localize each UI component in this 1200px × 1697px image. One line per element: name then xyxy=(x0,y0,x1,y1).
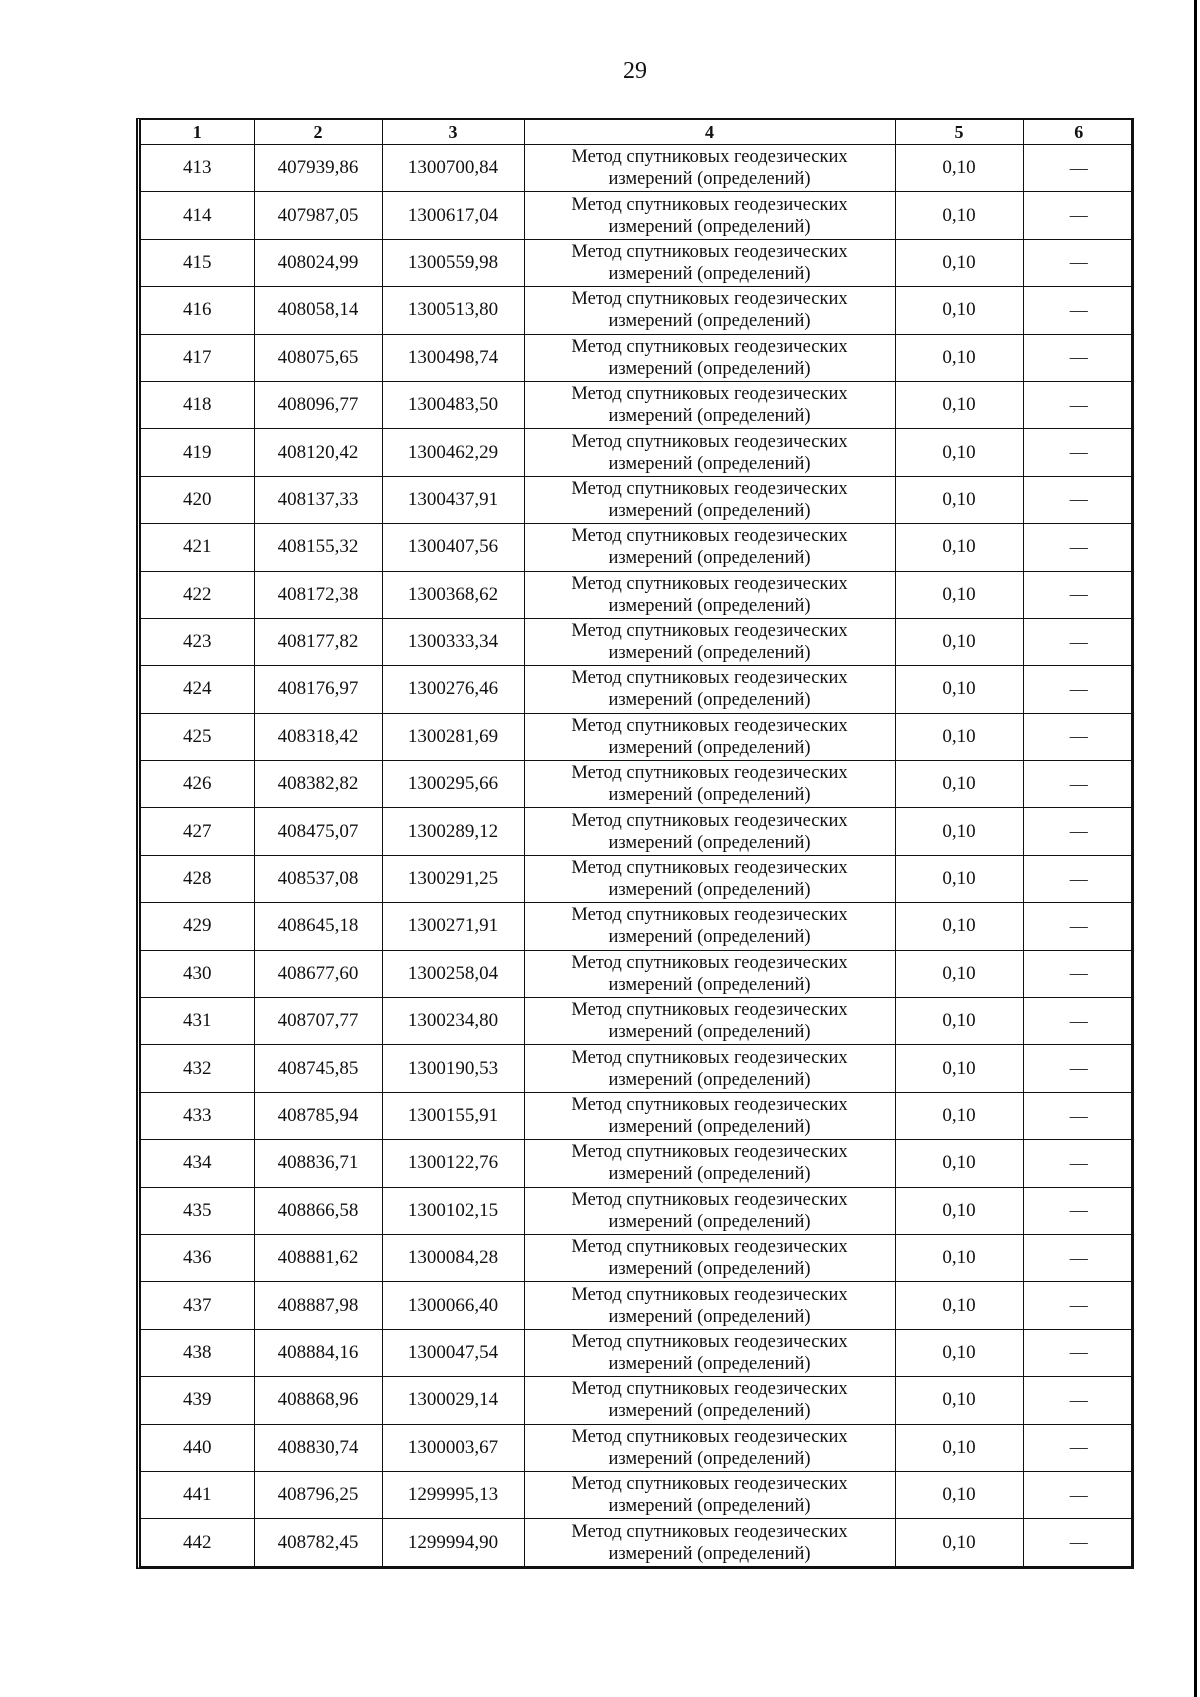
method-description xyxy=(524,1377,895,1424)
coordinate-y: 1300333,34 xyxy=(382,618,524,665)
accuracy-value: 0,10 xyxy=(895,145,1023,192)
accuracy-value: 0,10 xyxy=(895,1471,1023,1518)
point-number: 413 xyxy=(141,145,254,192)
accuracy-value: 0,10 xyxy=(895,666,1023,713)
coordinate-y: 1300066,40 xyxy=(382,1282,524,1329)
coordinate-y: 1300271,91 xyxy=(382,903,524,950)
header-col-6: 6 xyxy=(1023,120,1134,145)
method-line-1: Метод спутниковых геодезических xyxy=(571,194,848,215)
method-line-1: Метод спутниковых геодезических xyxy=(571,1237,848,1258)
note-dash: — xyxy=(1023,808,1134,855)
table-row xyxy=(141,1140,1134,1187)
method-line-1: Метод спутниковых геодезических xyxy=(571,1331,848,1352)
accuracy-value: 0,10 xyxy=(895,998,1023,1045)
table-row xyxy=(141,618,1134,665)
point-number: 435 xyxy=(141,1187,254,1234)
accuracy-value: 0,10 xyxy=(895,192,1023,239)
coordinate-y: 1300483,50 xyxy=(382,381,524,428)
note-dash: — xyxy=(1023,334,1134,381)
accuracy-value: 0,10 xyxy=(895,950,1023,997)
point-number: 424 xyxy=(141,666,254,713)
header-col-1: 1 xyxy=(141,120,254,145)
coordinate-y: 1300276,46 xyxy=(382,666,524,713)
method-line-2: измерений (определений) xyxy=(608,216,811,237)
method-line-2: измерений (определений) xyxy=(608,453,811,474)
accuracy-value: 0,10 xyxy=(895,381,1023,428)
method-line-1: Метод спутниковых геодезических xyxy=(571,289,848,310)
coordinate-x: 408887,98 xyxy=(254,1282,382,1329)
accuracy-value: 0,10 xyxy=(895,287,1023,334)
accuracy-value: 0,10 xyxy=(895,429,1023,476)
method-description xyxy=(524,808,895,855)
header-col-2: 2 xyxy=(254,120,382,145)
method-description xyxy=(524,713,895,760)
table-row xyxy=(141,1424,1134,1471)
coordinate-x: 408155,32 xyxy=(254,524,382,571)
note-dash: — xyxy=(1023,855,1134,902)
table-row xyxy=(141,192,1134,239)
note-dash: — xyxy=(1023,1045,1134,1092)
method-description xyxy=(524,571,895,618)
coordinate-y: 1300295,66 xyxy=(382,761,524,808)
point-number: 433 xyxy=(141,1092,254,1139)
coordinate-y: 1300289,12 xyxy=(382,808,524,855)
point-number: 434 xyxy=(141,1140,254,1187)
method-description xyxy=(524,192,895,239)
point-number: 430 xyxy=(141,950,254,997)
note-dash: — xyxy=(1023,476,1134,523)
page-number: 29 xyxy=(623,58,647,84)
point-number: 439 xyxy=(141,1377,254,1424)
method-line-2: измерений (определений) xyxy=(608,311,811,332)
method-description xyxy=(524,429,895,476)
method-description xyxy=(524,761,895,808)
coordinate-x: 408475,07 xyxy=(254,808,382,855)
table-row xyxy=(141,476,1134,523)
method-description xyxy=(524,950,895,997)
note-dash: — xyxy=(1023,1140,1134,1187)
coordinate-x: 407987,05 xyxy=(254,192,382,239)
note-dash: — xyxy=(1023,950,1134,997)
method-description xyxy=(524,145,895,192)
coordinate-y: 1300291,25 xyxy=(382,855,524,902)
method-description xyxy=(524,239,895,286)
method-line-1: Метод спутниковых геодезических xyxy=(571,1000,848,1021)
table-row xyxy=(141,1329,1134,1376)
note-dash: — xyxy=(1023,903,1134,950)
method-line-2: измерений (определений) xyxy=(608,785,811,806)
method-description xyxy=(524,1140,895,1187)
accuracy-value: 0,10 xyxy=(895,761,1023,808)
coordinate-x: 408881,62 xyxy=(254,1234,382,1281)
coordinate-x: 408172,38 xyxy=(254,571,382,618)
method-line-2: измерений (определений) xyxy=(608,500,811,521)
method-line-2: измерений (определений) xyxy=(608,263,811,284)
table-row xyxy=(141,1377,1134,1424)
coordinate-y: 1300122,76 xyxy=(382,1140,524,1187)
accuracy-value: 0,10 xyxy=(895,1140,1023,1187)
method-line-2: измерений (определений) xyxy=(608,406,811,427)
coordinate-y: 1300559,98 xyxy=(382,239,524,286)
point-number: 414 xyxy=(141,192,254,239)
method-line-1: Метод спутниковых геодезических xyxy=(571,241,848,262)
table-row xyxy=(141,903,1134,950)
point-number: 437 xyxy=(141,1282,254,1329)
method-line-1: Метод спутниковых геодезических xyxy=(571,1047,848,1068)
method-line-2: измерений (определений) xyxy=(608,737,811,758)
table-row xyxy=(141,429,1134,476)
accuracy-value: 0,10 xyxy=(895,855,1023,902)
method-line-2: измерений (определений) xyxy=(608,595,811,616)
table-header xyxy=(141,120,1134,145)
point-number: 420 xyxy=(141,476,254,523)
table-row xyxy=(141,334,1134,381)
accuracy-value: 0,10 xyxy=(895,1234,1023,1281)
point-number: 438 xyxy=(141,1329,254,1376)
coordinate-y: 1300281,69 xyxy=(382,713,524,760)
method-line-1: Метод спутниковых геодезических xyxy=(571,952,848,973)
coordinate-y: 1299994,90 xyxy=(382,1519,524,1566)
coordinate-y: 1300234,80 xyxy=(382,998,524,1045)
coordinate-x: 408782,45 xyxy=(254,1519,382,1566)
method-line-1: Метод спутниковых геодезических xyxy=(571,905,848,926)
method-line-2: измерений (определений) xyxy=(608,1401,811,1422)
coordinate-y: 1300029,14 xyxy=(382,1377,524,1424)
coordinate-x: 408796,25 xyxy=(254,1471,382,1518)
accuracy-value: 0,10 xyxy=(895,239,1023,286)
method-line-1: Метод спутниковых геодезических xyxy=(571,573,848,594)
point-number: 436 xyxy=(141,1234,254,1281)
coordinate-x: 408137,33 xyxy=(254,476,382,523)
coordinate-x: 408677,60 xyxy=(254,950,382,997)
note-dash: — xyxy=(1023,1424,1134,1471)
point-number: 421 xyxy=(141,524,254,571)
note-dash: — xyxy=(1023,1187,1134,1234)
note-dash: — xyxy=(1023,429,1134,476)
note-dash: — xyxy=(1069,1532,1088,1553)
method-description xyxy=(524,618,895,665)
note-dash: — xyxy=(1023,192,1134,239)
coordinate-x: 408866,58 xyxy=(254,1187,382,1234)
note-dash: — xyxy=(1023,618,1134,665)
coordinate-y: 1300700,84 xyxy=(382,145,524,192)
method-line-2: измерений (определений) xyxy=(608,358,811,379)
method-description xyxy=(524,287,895,334)
note-dash: — xyxy=(1023,239,1134,286)
method-description xyxy=(524,1045,895,1092)
coordinate-y: 1300102,15 xyxy=(382,1187,524,1234)
table-row xyxy=(141,950,1134,997)
note-dash: — xyxy=(1023,1377,1134,1424)
note-dash: — xyxy=(1023,1234,1134,1281)
method-line-1: Метод спутниковых геодезических xyxy=(571,526,848,547)
point-number: 442 xyxy=(141,1519,254,1566)
method-line-2: измерений (определений) xyxy=(608,1353,811,1374)
point-number: 431 xyxy=(141,998,254,1045)
method-line-1: Метод спутниковых геодезических xyxy=(571,621,848,642)
header-col-4: 4 xyxy=(524,120,895,145)
header-col-5: 5 xyxy=(895,120,1023,145)
method-description xyxy=(524,855,895,902)
method-description xyxy=(524,524,895,571)
method-line-1: Метод спутниковых геодезических xyxy=(571,1095,848,1115)
table-row xyxy=(141,1234,1134,1281)
point-number: 418 xyxy=(141,381,254,428)
method-description xyxy=(524,903,895,950)
accuracy-value: 0,10 xyxy=(895,903,1023,950)
coordinate-y: 1299995,13 xyxy=(382,1471,524,1518)
coordinate-y: 1300047,54 xyxy=(382,1329,524,1376)
coordinate-x: 408868,96 xyxy=(254,1377,382,1424)
coordinate-x: 408096,77 xyxy=(254,381,382,428)
point-number: 428 xyxy=(141,855,254,902)
point-number: 429 xyxy=(141,903,254,950)
accuracy-value: 0,10 xyxy=(895,571,1023,618)
accuracy-value: 0,10 xyxy=(895,808,1023,855)
note-dash: — xyxy=(1023,998,1134,1045)
point-number: 417 xyxy=(141,334,254,381)
method-line-1: Метод спутниковых геодезических xyxy=(571,1426,848,1447)
method-line-2: измерений (определений) xyxy=(608,548,811,569)
note-dash: — xyxy=(1023,381,1134,428)
method-description xyxy=(524,476,895,523)
point-number: 416 xyxy=(141,287,254,334)
method-line-1: Метод спутниковых геодезических xyxy=(571,1142,848,1163)
coordinate-x: 408645,18 xyxy=(254,903,382,950)
coordinate-x: 408176,97 xyxy=(254,666,382,713)
point-number: 426 xyxy=(141,761,254,808)
method-line-1: Метод спутниковых геодезических xyxy=(571,431,848,452)
coordinate-x: 408745,85 xyxy=(254,1045,382,1092)
coordinate-x: 408177,82 xyxy=(254,618,382,665)
table-row xyxy=(141,1187,1134,1234)
method-line-2: измерений (определений) xyxy=(608,1164,811,1185)
table-row xyxy=(141,1519,1134,1566)
method-description xyxy=(524,1282,895,1329)
header-col-3: 3 xyxy=(382,120,524,145)
method-line-2: измерений (определений) xyxy=(608,1259,811,1280)
method-line-1: Метод спутниковых геодезических xyxy=(571,336,848,357)
point-number: 425 xyxy=(141,713,254,760)
point-number: 440 xyxy=(141,1424,254,1471)
accuracy-value: 0,10 xyxy=(895,524,1023,571)
method-line-1: Метод спутниковых геодезических xyxy=(571,478,848,499)
point-number: 415 xyxy=(141,239,254,286)
note-dash: — xyxy=(1023,287,1134,334)
scan-border xyxy=(1194,0,1197,1697)
coordinate-x: 408836,71 xyxy=(254,1140,382,1187)
table-row xyxy=(141,1045,1134,1092)
table-row xyxy=(141,1092,1134,1139)
table-row xyxy=(141,145,1134,192)
method-line-1: Метод спутниковых геодезических xyxy=(571,858,848,879)
accuracy-value: 0,10 xyxy=(895,1187,1023,1234)
method-line-2: измерений (определений) xyxy=(608,690,811,711)
coordinate-y: 1300617,04 xyxy=(382,192,524,239)
coordinate-y: 1300258,04 xyxy=(382,950,524,997)
method-description xyxy=(524,1471,895,1518)
coordinate-x: 408830,74 xyxy=(254,1424,382,1471)
note-dash: — xyxy=(1023,1092,1134,1139)
method-line-1: Метод спутниковых геодезических xyxy=(571,147,848,168)
table-row xyxy=(141,713,1134,760)
method-line-2: измерений (определений) xyxy=(608,1496,811,1517)
method-line-1: Метод спутниковых геодезических xyxy=(571,668,848,689)
accuracy-value: 0,10 xyxy=(895,1045,1023,1092)
table-row xyxy=(141,381,1134,428)
coordinate-x: 408318,42 xyxy=(254,713,382,760)
method-line-2: измерений (определений) xyxy=(608,832,811,853)
method-line-1: Метод спутниковых геодезических xyxy=(571,810,848,831)
coordinate-y: 1300462,29 xyxy=(382,429,524,476)
coordinate-x: 408382,82 xyxy=(254,761,382,808)
table-row xyxy=(141,855,1134,902)
note-dash: — xyxy=(1023,666,1134,713)
accuracy-value: 0,10 xyxy=(895,1329,1023,1376)
method-line-1: Метод спутниковых геодезических xyxy=(571,384,848,405)
point-number: 419 xyxy=(141,429,254,476)
table-row xyxy=(141,808,1134,855)
point-number: 432 xyxy=(141,1045,254,1092)
method-line-1: Метод спутниковых геодезических xyxy=(571,1474,848,1495)
point-number: 441 xyxy=(141,1471,254,1518)
method-description xyxy=(524,1329,895,1376)
method-line-1: Метод спутниковых геодезических xyxy=(571,1379,848,1400)
method-description xyxy=(524,1092,895,1139)
table-body xyxy=(141,145,1134,1566)
accuracy-value: 0,10 xyxy=(895,334,1023,381)
method-description xyxy=(524,998,895,1045)
method-description xyxy=(524,1187,895,1234)
note-dash: — xyxy=(1023,1471,1134,1518)
coordinates-table xyxy=(136,118,1134,1569)
coordinate-y: 1300437,91 xyxy=(382,476,524,523)
method-line-2: измерений (определений) xyxy=(608,1117,811,1137)
table-row xyxy=(141,998,1134,1045)
accuracy-value: 0,10 xyxy=(895,1377,1023,1424)
point-number: 423 xyxy=(141,618,254,665)
table-row xyxy=(141,1471,1134,1518)
coordinate-x: 408537,08 xyxy=(254,855,382,902)
method-description xyxy=(524,334,895,381)
coordinate-y: 1300084,28 xyxy=(382,1234,524,1281)
note-dash: — xyxy=(1023,571,1134,618)
accuracy-value: 0,10 xyxy=(895,618,1023,665)
table-row xyxy=(141,287,1134,334)
method-line-2: измерений (определений) xyxy=(608,169,811,190)
table-row xyxy=(141,239,1134,286)
coordinate-y: 1300003,67 xyxy=(382,1424,524,1471)
accuracy-value: 0,10 xyxy=(895,1092,1023,1139)
coordinate-x: 408075,65 xyxy=(254,334,382,381)
method-line-2: измерений (определений) xyxy=(608,1069,811,1090)
method-description xyxy=(524,666,895,713)
method-line-1: Метод спутниковых геодезических xyxy=(571,1189,848,1210)
coordinate-x: 408120,42 xyxy=(254,429,382,476)
note-dash: — xyxy=(1023,1329,1134,1376)
method-line-2: измерений (определений) xyxy=(608,927,811,948)
method-line-2: измерений (определений) xyxy=(608,643,811,664)
coordinate-x: 408058,14 xyxy=(254,287,382,334)
note-dash: — xyxy=(1023,713,1134,760)
coordinate-y: 1300407,56 xyxy=(382,524,524,571)
method-description xyxy=(524,1234,895,1281)
note-dash: — xyxy=(1023,524,1134,571)
method-description xyxy=(524,1519,895,1566)
method-line-2: измерений (определений) xyxy=(608,974,811,995)
table-row xyxy=(141,1282,1134,1329)
table-row xyxy=(141,666,1134,713)
accuracy-value: 0,10 xyxy=(895,1519,1023,1566)
coordinate-y: 1300513,80 xyxy=(382,287,524,334)
point-number: 422 xyxy=(141,571,254,618)
accuracy-value: 0,10 xyxy=(895,1424,1023,1471)
note-dash: — xyxy=(1023,145,1134,192)
method-line-2: измерений (определений) xyxy=(608,1306,811,1327)
table-row xyxy=(141,524,1134,571)
accuracy-value: 0,10 xyxy=(895,476,1023,523)
coordinate-x: 408884,16 xyxy=(254,1329,382,1376)
coordinate-y: 1300368,62 xyxy=(382,571,524,618)
method-line-1: Метод спутниковых геодезических xyxy=(571,1521,848,1542)
method-line-1: Метод спутниковых геодезических xyxy=(571,1284,848,1305)
method-description xyxy=(524,381,895,428)
note-dash: — xyxy=(1023,1282,1134,1329)
method-line-2: измерений (определений) xyxy=(608,1543,811,1564)
method-line-2: измерений (определений) xyxy=(608,1448,811,1469)
coordinate-y: 1300190,53 xyxy=(382,1045,524,1092)
coordinate-y: 1300155,91 xyxy=(382,1092,524,1139)
method-line-2: измерений (определений) xyxy=(608,1022,811,1043)
method-line-2: измерений (определений) xyxy=(608,1211,811,1232)
coordinate-x: 408024,99 xyxy=(254,239,382,286)
accuracy-value: 0,10 xyxy=(895,1282,1023,1329)
coordinate-x: 407939,86 xyxy=(254,145,382,192)
method-description xyxy=(524,1424,895,1471)
coordinates-table-grid xyxy=(141,120,1134,1566)
method-line-1: Метод спутниковых геодезических xyxy=(571,763,848,784)
accuracy-value: 0,10 xyxy=(895,713,1023,760)
note-dash: — xyxy=(1023,761,1134,808)
method-line-2: измерений (определений) xyxy=(608,880,811,901)
header-row xyxy=(141,120,1134,145)
coordinate-x: 408785,94 xyxy=(254,1092,382,1139)
table-row xyxy=(141,571,1134,618)
method-line-1: Метод спутниковых геодезических xyxy=(571,715,848,736)
table-row xyxy=(141,761,1134,808)
coordinate-y: 1300498,74 xyxy=(382,334,524,381)
coordinate-x: 408707,77 xyxy=(254,998,382,1045)
point-number: 427 xyxy=(141,808,254,855)
